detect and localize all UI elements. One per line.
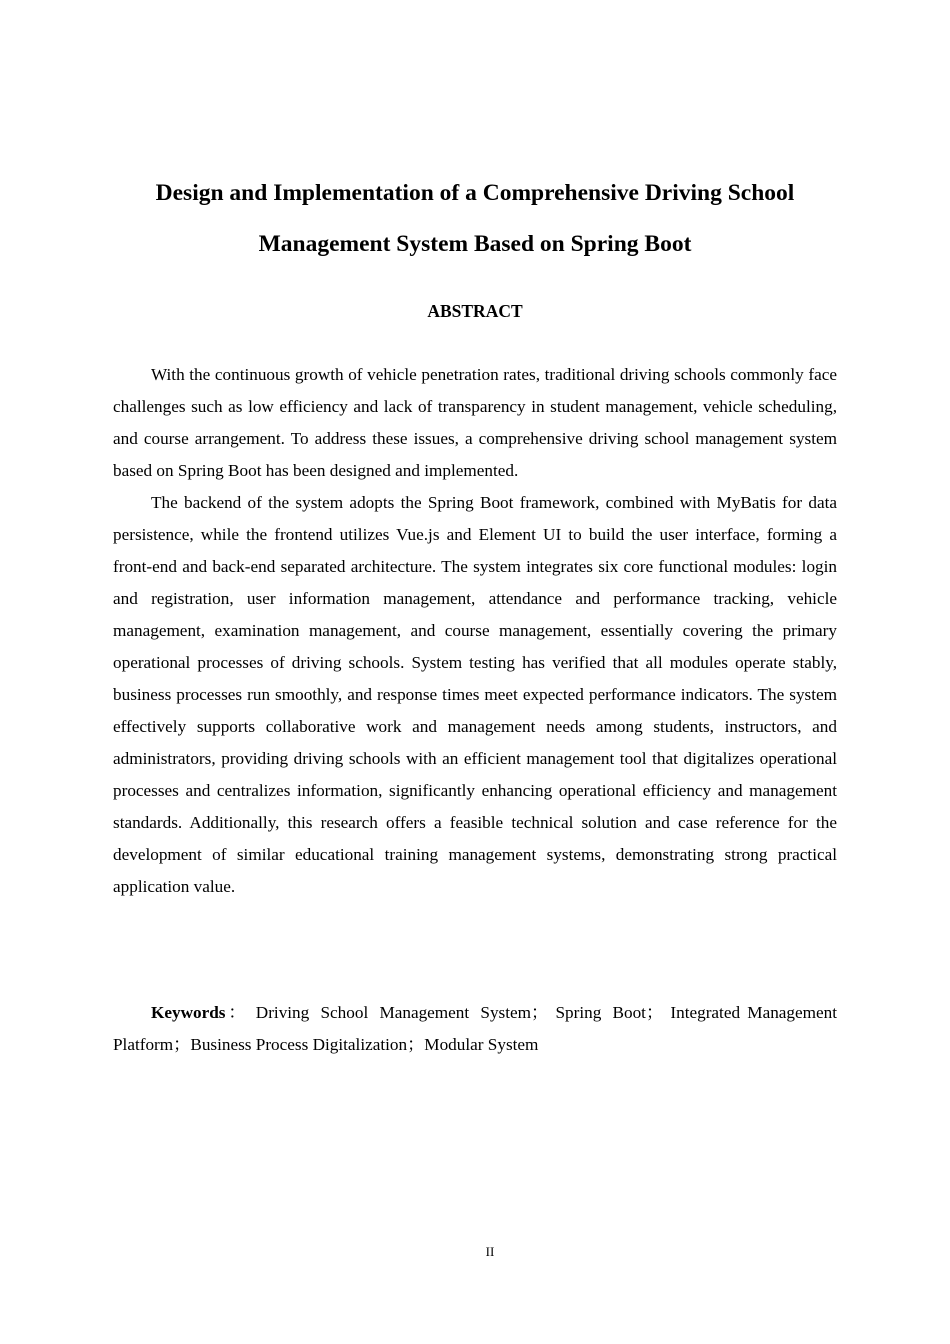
keyword-item: Modular System <box>424 1035 539 1054</box>
abstract-paragraph-2: The backend of the system adopts the Spring Boot framework, combined with MyBatis for data persistence, while the frontend utilizes Vue.js and Element UI to build the user interface, forming a front-end and back-end separated architecture. The system integrates six core functional modules: login and registration, user information management, attendance and performance tracking, vehicle management, examination management, and course management, essentially covering the primary operational processes of driving schools. System testing has verified that all modules operate stably, business processes run smoothly, and response times meet expected performance indicators. The system effectively supports collaborative work and management needs among students, instructors, and administrators, providing driving schools with an efficient management tool that digitalizes operational processes and centralizes information, significantly enhancing operational efficiency and management standards. Additionally, this research offers a feasible technical solution and case reference for the development of similar educational training management systems, demonstrating strong practical application value. <box>113 493 837 896</box>
keyword-separator: ； <box>531 1003 549 1022</box>
page-number: II <box>485 1244 495 1259</box>
keyword-item: Driving School Management System <box>255 1003 532 1022</box>
keyword-separator: ； <box>407 1035 425 1054</box>
keyword-item: Spring Boot <box>555 1003 646 1022</box>
keyword-separator: ； <box>645 1003 664 1022</box>
keyword-separator: ； <box>173 1035 191 1054</box>
abstract-body <box>113 359 837 903</box>
paper-title-line-1: Design and Implementation of a Comprehensive Driving School <box>155 180 795 206</box>
keywords-label: Keywords <box>151 1003 226 1022</box>
keyword-item: Business Process Digitalization <box>190 1035 408 1054</box>
keywords-line <box>113 997 837 1061</box>
keyword-item: Integrated Management Platform <box>113 1003 838 1054</box>
paper-title-line-2: Management System Based on Spring Boot <box>258 231 692 257</box>
abstract-heading: ABSTRACT <box>427 301 523 321</box>
keywords-colon: ： <box>225 1003 249 1022</box>
paper-title <box>113 168 837 270</box>
abstract-paragraph-1: With the continuous growth of vehicle penetration rates, traditional driving schools commonly face challenges such as low efficiency and lack of transparency in student management, vehicle scheduling, and course arrangement. To address these issues, a comprehensive driving school management system based on Spring Boot has been designed and implemented. <box>113 365 837 480</box>
